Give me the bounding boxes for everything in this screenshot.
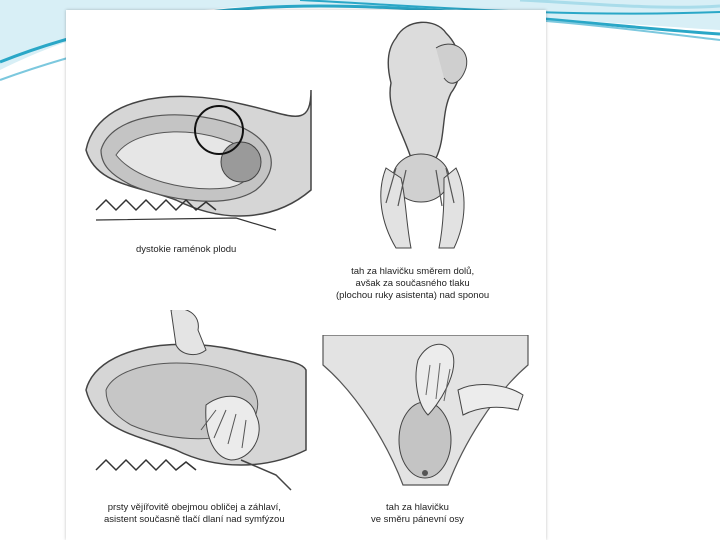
illustration-panel [66, 10, 546, 540]
figure-fan-grip [76, 310, 316, 495]
figure-shoulder-dystocia [76, 70, 316, 240]
figure-2-caption: tah za hlavičku směrem dolů, avšak za současného tlaku (plochou ruky asistenta) nad sponou [336, 266, 490, 301]
figure-pelvic-axis-traction [318, 335, 533, 490]
figure-3-caption: prsty vějířovitě obejmou obličej a záhlaví, asistent současně tlačí dlaní nad symfýzou [104, 502, 285, 525]
figure-4-caption: tah za hlavičku ve směru pánevní osy [371, 502, 464, 525]
figure-downward-traction [356, 18, 506, 258]
figure-1-caption: dystokie raménok plodu [136, 244, 237, 255]
